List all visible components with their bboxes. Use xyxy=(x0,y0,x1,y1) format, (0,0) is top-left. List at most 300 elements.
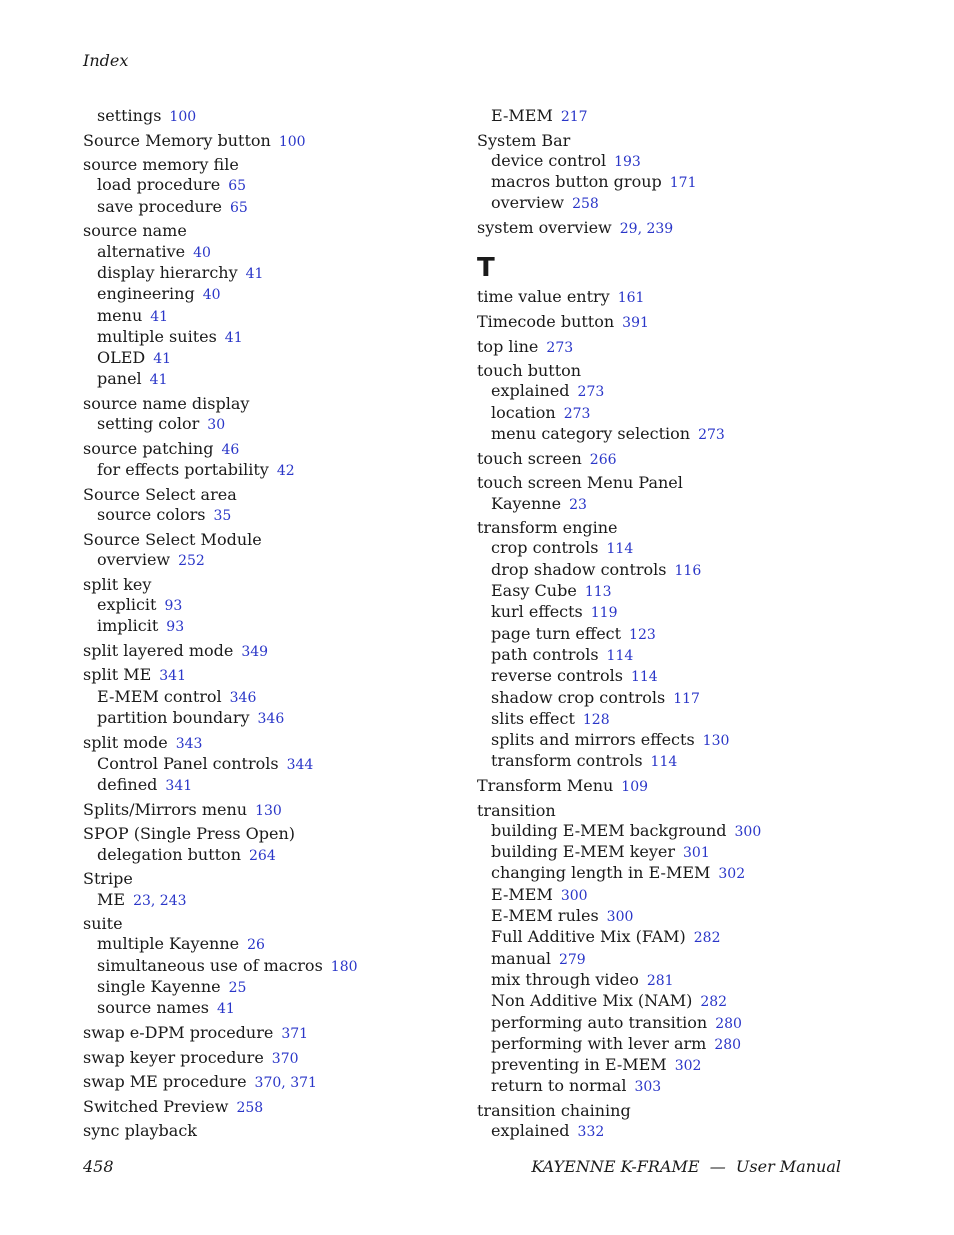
entry-term: menu xyxy=(97,305,143,325)
page-link[interactable]: 161 xyxy=(617,290,645,307)
page-link[interactable]: 346 xyxy=(257,710,285,727)
entry-term: return to normal xyxy=(491,1076,627,1096)
entry-term: touch button xyxy=(477,361,582,381)
entry-term: delegation button xyxy=(97,844,241,864)
index-subentry xyxy=(477,821,877,842)
page-link[interactable]: 119 xyxy=(590,605,618,622)
page-link[interactable]: 41 xyxy=(224,329,243,346)
page-link[interactable]: 266 xyxy=(589,451,617,468)
entry-term: kurl effects xyxy=(491,602,583,622)
page-link[interactable]: 371 xyxy=(290,1075,317,1092)
index-subentry xyxy=(83,263,483,284)
entry-term: splits and mirrors effects xyxy=(491,730,695,750)
page-refs xyxy=(153,348,171,367)
page-link[interactable]: 273 xyxy=(546,339,574,356)
page-link[interactable]: 300 xyxy=(560,887,588,904)
page-refs xyxy=(629,624,656,643)
entry-term: explicit xyxy=(97,594,157,614)
page-link[interactable]: 128 xyxy=(582,711,610,728)
index-subentry xyxy=(477,1055,877,1076)
index-entry xyxy=(477,337,877,358)
page-link[interactable]: 302 xyxy=(674,1058,702,1075)
page-refs xyxy=(561,106,588,125)
index-subentry xyxy=(83,687,483,708)
page-link[interactable]: 100 xyxy=(278,133,306,150)
index-subentry xyxy=(477,991,877,1012)
entry-term: explained xyxy=(491,381,570,401)
page-refs xyxy=(670,172,697,191)
page-link[interactable]: 40 xyxy=(193,244,211,261)
page-refs xyxy=(700,991,727,1010)
index-entry xyxy=(477,361,877,381)
entry-term: explained xyxy=(491,1121,570,1141)
index-subentry xyxy=(477,424,877,445)
index-entry xyxy=(477,287,877,308)
index-subentry xyxy=(477,403,877,424)
page-link[interactable]: 303 xyxy=(634,1079,662,1096)
page-refs xyxy=(150,306,168,325)
entry-term: Splits/Mirrors menu xyxy=(83,799,248,819)
entry-term: slits effect xyxy=(491,708,575,728)
page-link[interactable]: 341 xyxy=(165,778,193,795)
index-subentry xyxy=(83,348,483,369)
index-entry xyxy=(83,1048,483,1069)
page-link[interactable]: 93 xyxy=(164,597,183,614)
page-link[interactable]: 123 xyxy=(629,626,656,643)
running-footer xyxy=(531,1157,841,1176)
page-refs xyxy=(159,665,186,684)
index-entry xyxy=(83,1072,483,1093)
index-subentry xyxy=(477,602,877,623)
entry-term: multiple Kayenne xyxy=(97,934,240,954)
page-link[interactable]: 109 xyxy=(621,778,649,795)
entry-term: save procedure xyxy=(97,196,222,216)
entry-term: E-MEM xyxy=(491,106,553,125)
page-refs xyxy=(694,927,721,946)
index-entry xyxy=(477,801,877,821)
index-subentry xyxy=(477,106,877,127)
page-refs xyxy=(165,775,192,794)
index-subentry xyxy=(83,414,483,435)
index-subentry xyxy=(83,306,483,327)
index-entry xyxy=(477,473,877,493)
entry-term: changing length in E-MEM xyxy=(491,863,711,883)
page-refs xyxy=(272,1048,299,1067)
entry-term: display hierarchy xyxy=(97,262,238,282)
entry-term: page turn effect xyxy=(491,623,622,643)
page-link[interactable]: 114 xyxy=(630,669,658,686)
entry-term: SPOP (Single Press Open) xyxy=(83,824,295,844)
page-link[interactable]: 23 xyxy=(133,892,151,909)
page-link[interactable]: 41 xyxy=(217,1001,235,1018)
index-entry xyxy=(83,575,483,595)
index-subentry xyxy=(477,885,877,906)
entry-term: crop controls xyxy=(491,538,599,558)
index-subentry xyxy=(83,550,483,571)
entry-term: Easy Cube xyxy=(491,581,577,601)
page-link[interactable]: 23 xyxy=(569,496,587,513)
entry-term: Source Memory button xyxy=(83,130,271,150)
page-refs xyxy=(718,863,745,882)
index-entry xyxy=(83,1097,483,1118)
page-link[interactable]: 239 xyxy=(646,221,674,238)
index-entry xyxy=(83,394,483,414)
page-refs xyxy=(225,327,243,346)
index-subentry xyxy=(83,775,483,796)
page-link[interactable]: 46 xyxy=(221,441,240,458)
page-refs xyxy=(675,560,702,579)
page-link[interactable]: 30 xyxy=(207,417,226,434)
index-subentry xyxy=(83,197,483,218)
entry-term: swap ME procedure xyxy=(83,1072,247,1092)
index-subentry xyxy=(83,708,483,729)
index-subentry xyxy=(477,624,877,645)
page-refs xyxy=(249,845,276,864)
entry-term: single Kayenne xyxy=(97,977,221,997)
entry-term: Timecode button xyxy=(477,311,615,331)
page-refs xyxy=(207,414,225,433)
page-refs xyxy=(228,175,246,194)
index-subentry xyxy=(477,730,877,751)
index-column-right xyxy=(477,106,877,1143)
entry-term: split ME xyxy=(83,665,152,685)
entry-term: multiple suites xyxy=(97,326,217,346)
page-refs xyxy=(561,885,588,904)
index-entry xyxy=(83,824,483,844)
index-entry xyxy=(477,449,877,470)
page-link[interactable]: 264 xyxy=(249,847,276,864)
entry-term: engineering xyxy=(97,284,195,304)
entry-term: Source Select Module xyxy=(83,529,262,549)
entry-term: Control Panel controls xyxy=(97,753,279,773)
page-refs xyxy=(715,1013,742,1032)
index-subentry xyxy=(477,538,877,559)
entry-term: E-MEM rules xyxy=(491,906,599,926)
page-refs xyxy=(150,369,168,388)
entry-term: OLED xyxy=(97,348,146,368)
entry-term: Transform Menu xyxy=(477,775,614,795)
page-refs xyxy=(583,709,610,728)
entry-term: simultaneous use of macros xyxy=(97,955,323,975)
page-link[interactable]: 100 xyxy=(169,109,197,125)
entry-term: ME xyxy=(97,889,126,909)
page-link[interactable]: 41 xyxy=(150,308,169,325)
page-refs xyxy=(246,263,264,282)
page-refs xyxy=(735,821,762,840)
page-refs xyxy=(675,1055,702,1074)
page-refs xyxy=(698,424,725,443)
entry-term: E-MEM control xyxy=(97,686,222,706)
page-refs xyxy=(703,730,730,749)
page-refs xyxy=(258,708,285,727)
page-link[interactable]: 41 xyxy=(245,265,264,282)
index-subentry xyxy=(83,998,483,1019)
index-subentry xyxy=(83,327,483,348)
page-refs: 370, 371 xyxy=(254,1075,317,1092)
index-subentry xyxy=(477,1076,877,1097)
page-refs xyxy=(621,776,648,795)
page-link[interactable]: 370 xyxy=(254,1075,282,1092)
index-entry xyxy=(83,800,483,821)
index-entry xyxy=(83,914,483,934)
index-entry xyxy=(477,1101,877,1121)
entry-term: source memory file xyxy=(83,155,239,175)
entry-term: manual xyxy=(491,948,551,968)
index-subentry xyxy=(477,906,877,927)
page-refs xyxy=(607,906,634,925)
index-entry xyxy=(83,665,483,686)
entry-term: device control xyxy=(491,150,607,170)
page-link[interactable]: 40 xyxy=(202,287,221,304)
index-subentry xyxy=(83,242,483,263)
page-refs xyxy=(230,687,257,706)
page-link[interactable]: 346 xyxy=(229,689,257,706)
entry-term: source name display xyxy=(83,394,250,414)
entry-term: Stripe xyxy=(83,869,133,889)
page-link[interactable]: 130 xyxy=(702,733,730,750)
page-refs xyxy=(607,538,634,557)
index-subentry xyxy=(83,505,483,526)
page-link[interactable]: 193 xyxy=(614,153,641,170)
page-link[interactable]: 282 xyxy=(700,994,728,1011)
index-subentry xyxy=(477,949,877,970)
entry-term: performing with lever arm xyxy=(491,1033,707,1053)
page-link[interactable]: 217 xyxy=(560,109,588,125)
index-subentry xyxy=(83,754,483,775)
page-refs xyxy=(591,602,618,621)
page-refs xyxy=(683,842,710,861)
entry-term: mix through video xyxy=(491,969,639,989)
index-subentry xyxy=(477,560,877,581)
page-refs xyxy=(546,337,573,356)
page-refs xyxy=(255,800,282,819)
page-refs xyxy=(277,460,295,479)
index-subentry xyxy=(83,616,483,637)
entry-term: transition chaining xyxy=(477,1101,631,1121)
entry-term: building E-MEM background xyxy=(491,820,727,840)
page-link[interactable]: 93 xyxy=(166,619,185,636)
page-refs xyxy=(564,403,591,422)
page-refs xyxy=(673,688,700,707)
entry-term: source name xyxy=(83,221,187,241)
index-entry xyxy=(83,641,483,662)
page-link[interactable]: 113 xyxy=(584,584,612,601)
index-entry xyxy=(83,131,483,152)
entry-term: touch screen Menu Panel xyxy=(477,473,683,493)
index-entry xyxy=(83,1121,483,1141)
entry-term: defined xyxy=(97,775,158,795)
page-link[interactable]: 65 xyxy=(228,178,247,195)
index-entry xyxy=(477,776,877,797)
page-refs xyxy=(247,934,265,953)
entry-term: path controls xyxy=(491,644,599,664)
page-link[interactable]: 258 xyxy=(236,1099,264,1116)
page-link[interactable]: 180 xyxy=(330,958,358,975)
page-link[interactable]: 344 xyxy=(286,756,314,773)
page-refs xyxy=(607,645,634,664)
entry-term: partition boundary xyxy=(97,707,250,727)
entry-term: macros button group xyxy=(491,172,662,192)
page-link[interactable]: 280 xyxy=(714,1036,742,1053)
page-link[interactable]: 371 xyxy=(281,1025,309,1042)
entry-term: load procedure xyxy=(97,175,221,195)
page-link[interactable]: 42 xyxy=(276,463,295,480)
page-link[interactable]: 279 xyxy=(558,951,586,968)
entry-term: time value entry xyxy=(477,287,610,307)
page-link[interactable]: 114 xyxy=(606,647,634,664)
page-link[interactable]: 341 xyxy=(159,668,186,685)
page-link[interactable]: 29 xyxy=(619,221,638,238)
index-subentry xyxy=(477,151,877,172)
page-link[interactable]: 41 xyxy=(153,351,172,368)
page-link[interactable]: 273 xyxy=(563,405,591,422)
entry-term: menu category selection xyxy=(491,424,691,444)
index-entry xyxy=(477,518,877,538)
entry-term: transition xyxy=(477,800,556,820)
page-refs xyxy=(164,595,182,614)
index-entry xyxy=(83,221,483,241)
page-link[interactable]: 252 xyxy=(178,553,205,570)
page-link[interactable]: 35 xyxy=(213,508,232,525)
page-refs xyxy=(331,956,358,975)
page-link[interactable]: 41 xyxy=(149,372,168,389)
index-entry xyxy=(83,869,483,889)
page-link[interactable]: 300 xyxy=(734,823,762,840)
entry-term: for effects portability xyxy=(97,460,269,480)
entry-term: swap keyer procedure xyxy=(83,1047,264,1067)
page-refs xyxy=(585,581,612,600)
page-link[interactable]: 332 xyxy=(577,1124,605,1141)
index-subentry xyxy=(83,845,483,866)
entry-term: sync playback xyxy=(83,1121,197,1141)
entry-term: E-MEM xyxy=(491,884,553,904)
page-link[interactable]: 243 xyxy=(159,892,187,909)
index-subentry xyxy=(83,956,483,977)
entry-term: suite xyxy=(83,914,123,934)
index-subentry xyxy=(83,106,483,127)
page-refs xyxy=(287,754,314,773)
entry-term: source colors xyxy=(97,505,206,525)
running-header: Index xyxy=(83,51,129,70)
index-entry xyxy=(477,218,877,239)
entry-term: location xyxy=(491,402,556,422)
product-name: KAYENNE K-FRAME xyxy=(531,1157,700,1176)
entry-term: implicit xyxy=(97,616,159,636)
page-refs xyxy=(614,151,641,170)
entry-term: building E-MEM keyer xyxy=(491,842,676,862)
index-entry xyxy=(477,312,877,333)
index-subentry xyxy=(477,863,877,884)
page-link[interactable]: 302 xyxy=(718,866,746,883)
entry-term: shadow crop controls xyxy=(491,687,666,707)
index-subentry xyxy=(83,284,483,305)
index-subentry xyxy=(477,381,877,402)
manual-name: User Manual xyxy=(735,1157,841,1176)
page-refs xyxy=(651,751,678,770)
entry-term: Source Select area xyxy=(83,484,237,504)
footer-dash: — xyxy=(709,1157,726,1176)
page-link[interactable]: 343 xyxy=(175,735,203,752)
page-link[interactable]: 281 xyxy=(646,972,674,989)
page-link[interactable]: 282 xyxy=(693,930,721,947)
index-subentry xyxy=(477,970,877,991)
entry-term: split mode xyxy=(83,732,168,752)
index-subentry xyxy=(477,688,877,709)
entry-term: Non Additive Mix (NAM) xyxy=(491,991,693,1011)
index-subentry xyxy=(83,369,483,390)
index-entry xyxy=(83,439,483,460)
entry-term: split layered mode xyxy=(83,640,234,660)
page-link[interactable]: 114 xyxy=(606,541,634,558)
page-link[interactable]: 116 xyxy=(674,562,702,579)
index-subentry xyxy=(83,460,483,481)
page-link[interactable]: 349 xyxy=(241,643,269,660)
page-refs xyxy=(572,193,599,212)
index-subentry xyxy=(83,890,483,911)
page-refs xyxy=(714,1034,741,1053)
page-refs xyxy=(622,312,649,331)
index-subentry xyxy=(83,595,483,616)
page-link[interactable]: 171 xyxy=(669,175,697,192)
page-refs xyxy=(241,641,268,660)
page-link[interactable]: 280 xyxy=(715,1015,742,1032)
page-refs xyxy=(647,970,674,989)
page-link[interactable]: 273 xyxy=(577,384,605,401)
page-link[interactable]: 117 xyxy=(673,690,700,707)
index-subentry xyxy=(477,494,877,515)
page-refs xyxy=(169,106,196,125)
index-entry xyxy=(83,733,483,754)
page-refs xyxy=(578,1121,605,1140)
page-link[interactable]: 114 xyxy=(650,754,678,771)
index-subentry xyxy=(477,1034,877,1055)
page-link[interactable]: 300 xyxy=(606,909,634,926)
entry-term: drop shadow controls xyxy=(491,559,667,579)
page-refs xyxy=(166,616,184,635)
entry-term: performing auto transition xyxy=(491,1012,708,1032)
page-link[interactable]: 370 xyxy=(271,1050,299,1067)
page-refs xyxy=(176,733,203,752)
page-number: 458 xyxy=(83,1157,114,1176)
entry-term: alternative xyxy=(97,241,186,261)
page-link[interactable]: 25 xyxy=(228,980,247,997)
page-link[interactable]: 65 xyxy=(229,199,248,216)
index-entry xyxy=(83,155,483,175)
entry-term: system overview xyxy=(477,218,612,238)
page-refs xyxy=(569,494,587,513)
page-link[interactable]: 130 xyxy=(255,802,282,819)
index-entry xyxy=(83,485,483,505)
section-letter: T xyxy=(477,253,495,284)
page-refs xyxy=(559,949,586,968)
index-subentry xyxy=(477,842,877,863)
page-link[interactable]: 391 xyxy=(622,314,649,331)
entry-term: overview xyxy=(491,193,565,213)
page-refs xyxy=(578,381,605,400)
page-refs xyxy=(203,284,221,303)
page-refs xyxy=(178,550,205,569)
page-link[interactable]: 258 xyxy=(572,196,599,213)
page-link[interactable]: 273 xyxy=(698,427,725,444)
entry-term: split key xyxy=(83,574,152,594)
page-link[interactable]: 26 xyxy=(247,937,265,954)
page-link[interactable]: 301 xyxy=(683,845,710,862)
entry-term: top line xyxy=(477,336,539,356)
index-subentry xyxy=(477,1121,877,1142)
page-refs xyxy=(221,439,239,458)
entry-term: source patching xyxy=(83,438,214,458)
page-refs xyxy=(236,1097,263,1116)
